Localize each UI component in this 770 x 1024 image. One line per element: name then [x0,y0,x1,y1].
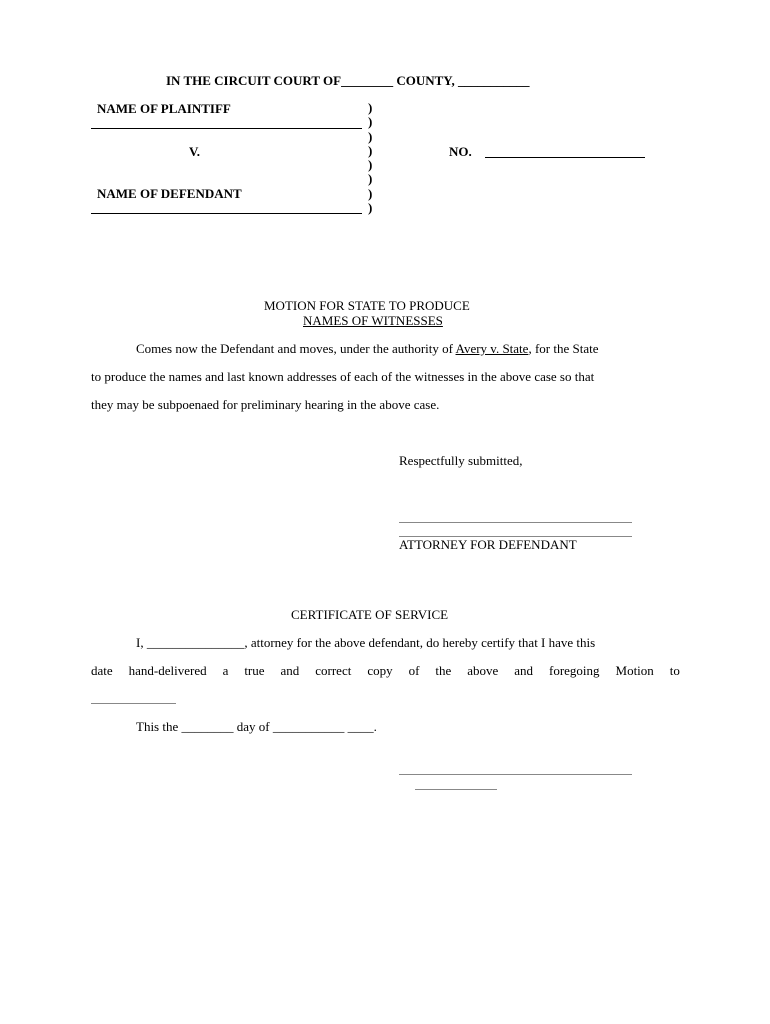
word: foregoing [549,663,600,678]
attorney-name-blank[interactable]: _______________ [146,635,245,650]
word: and [280,663,300,678]
defendant-label: NAME OF DEFENDANT [97,186,242,201]
word: correct [315,663,352,678]
paren: ) [368,157,373,173]
date-line [136,719,377,735]
paren: ) [368,100,373,115]
certificate-i: I, [136,635,144,650]
attorney-role: ATTORNEY FOR DEFENDANT [399,537,577,552]
this-the-label: This the [136,719,179,734]
day-of-label: day of [236,719,270,734]
county-label: COUNTY, [396,73,455,88]
paren: ) [368,114,373,130]
body-line-1 [136,341,598,357]
word: a [222,663,229,678]
case-number-label: NO. [449,144,472,159]
recipient-line[interactable] [91,703,176,704]
court-prefix: IN THE CIRCUIT COURT OF [166,73,342,88]
year-blank[interactable]: ____. [347,719,377,734]
court-blank[interactable]: ________ [341,73,394,88]
word: of [408,663,420,678]
body-line-1-end: , for the State [528,341,599,356]
body-line-2: to produce the names and last known addresses of each of the witnesses in the above case so that [91,369,595,384]
motion-subtitle: NAMES OF WITNESSES [303,313,443,328]
certificate-line-1-rest: , attorney for the above defendant, do hereby certify that I have this [244,635,596,650]
case-number-line[interactable] [485,157,645,158]
caption-parens [368,101,372,215]
paren: ) [368,142,373,158]
respectfully-submitted: Respectfully submitted, [399,453,523,468]
word: to [669,663,680,678]
versus-label: V. [189,144,200,159]
paren: ) [368,200,373,216]
word: hand-delivered [128,663,207,678]
case-citation: Avery v. State [455,341,529,356]
certificate-line-1 [136,635,595,651]
word: Motion [615,663,654,678]
word: above [467,663,499,678]
body-line-3: they may be subpoenaed for preliminary hearing in the above case. [91,397,440,412]
word: date [91,663,113,678]
month-blank[interactable]: ___________ [272,719,345,734]
word: copy [367,663,393,678]
signature-line[interactable] [399,522,632,523]
day-blank[interactable]: ________ [181,719,234,734]
word: the [435,663,452,678]
word: true [244,663,265,678]
paren: ) [368,171,373,187]
motion-title: MOTION FOR STATE TO PRODUCE [264,298,470,313]
court-heading [166,73,530,89]
certificate-heading: CERTIFICATE OF SERVICE [291,607,449,622]
paren: ) [368,185,373,201]
body-line-1-start: Comes now the Defendant and moves, under the authority of [136,341,456,356]
county-blank[interactable]: ___________ [458,73,530,88]
certificate-signature-line[interactable] [399,774,632,775]
certificate-line-2 [91,663,680,679]
paren: ) [368,128,373,144]
plaintiff-name-line[interactable] [91,128,362,129]
plaintiff-label: NAME OF PLAINTIFF [97,101,231,116]
word: and [514,663,534,678]
certificate-signature-line-short[interactable] [415,789,497,790]
defendant-name-line[interactable] [91,213,362,214]
